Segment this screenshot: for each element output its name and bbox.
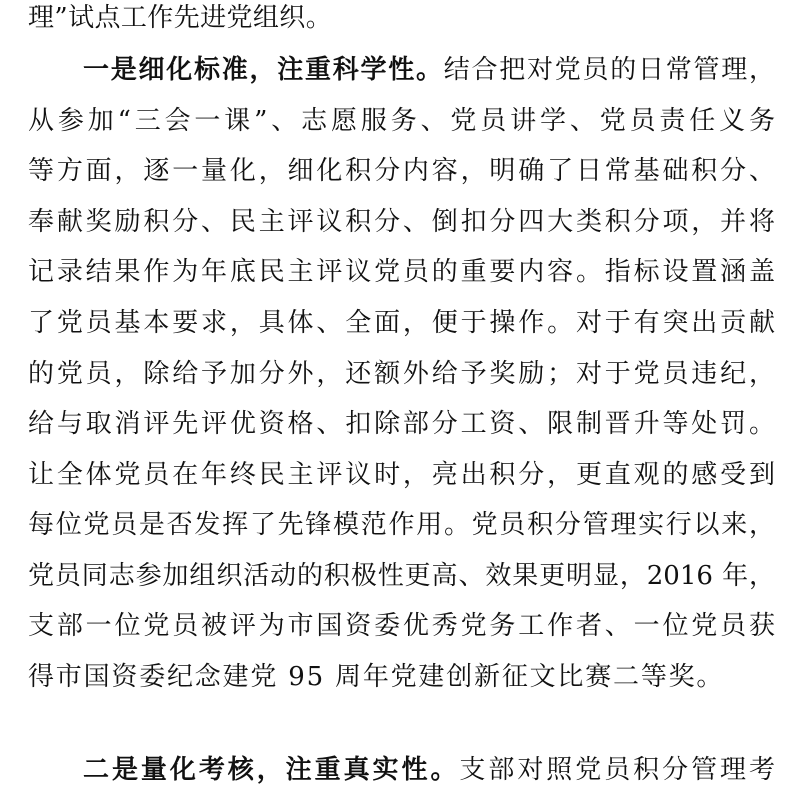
body-line: 让全体党员在年终民主评议时，亮出积分，更直观的感受到 bbox=[28, 460, 775, 490]
section-2-first-line bbox=[28, 755, 775, 785]
body-line: 每位党员是否发挥了先锋模范作用。党员积分管理实行以来， bbox=[28, 510, 775, 540]
body-line: 了党员基本要求，具体、全面，便于操作。对于有突出贡献 bbox=[28, 308, 775, 338]
body-line: 给与取消评先评优资格、扣除部分工资、限制晋升等处罚。 bbox=[28, 409, 775, 439]
body-line: 理”试点工作先进党组织。 bbox=[28, 3, 333, 33]
body-line: 记录结果作为年底民主评议党员的重要内容。指标设置涵盖 bbox=[28, 257, 775, 287]
body-line: 从参加“三会一课”、志愿服务、党员讲学、党员责任义务 bbox=[28, 106, 775, 136]
section-1-first-line bbox=[28, 55, 775, 85]
body-text: 结合把对党员的日常管理， bbox=[443, 55, 775, 85]
section-1-heading: 一是细化标准，注重科学性。 bbox=[83, 55, 444, 85]
body-line: 党员同志参加组织活动的积极性更高、效果更明显，2016 年， bbox=[28, 561, 775, 591]
body-line: 的党员，除给予加分外，还额外给予奖励；对于党员违纪， bbox=[28, 359, 775, 389]
body-line: 奉献奖励积分、民主评议积分、倒扣分四大类积分项，并将 bbox=[28, 207, 775, 237]
body-text: 支部对照党员积分管理考 bbox=[459, 755, 775, 785]
body-line: 等方面，逐一量化，细化积分内容，明确了日常基础积分、 bbox=[28, 156, 775, 186]
body-line: 得市国资委纪念建党 95 周年党建创新征文比赛二等奖。 bbox=[28, 662, 725, 692]
body-line: 支部一位党员被评为市国资委优秀党务工作者、一位党员获 bbox=[28, 611, 775, 641]
section-2-heading: 二是量化考核，注重真实性。 bbox=[83, 755, 460, 785]
